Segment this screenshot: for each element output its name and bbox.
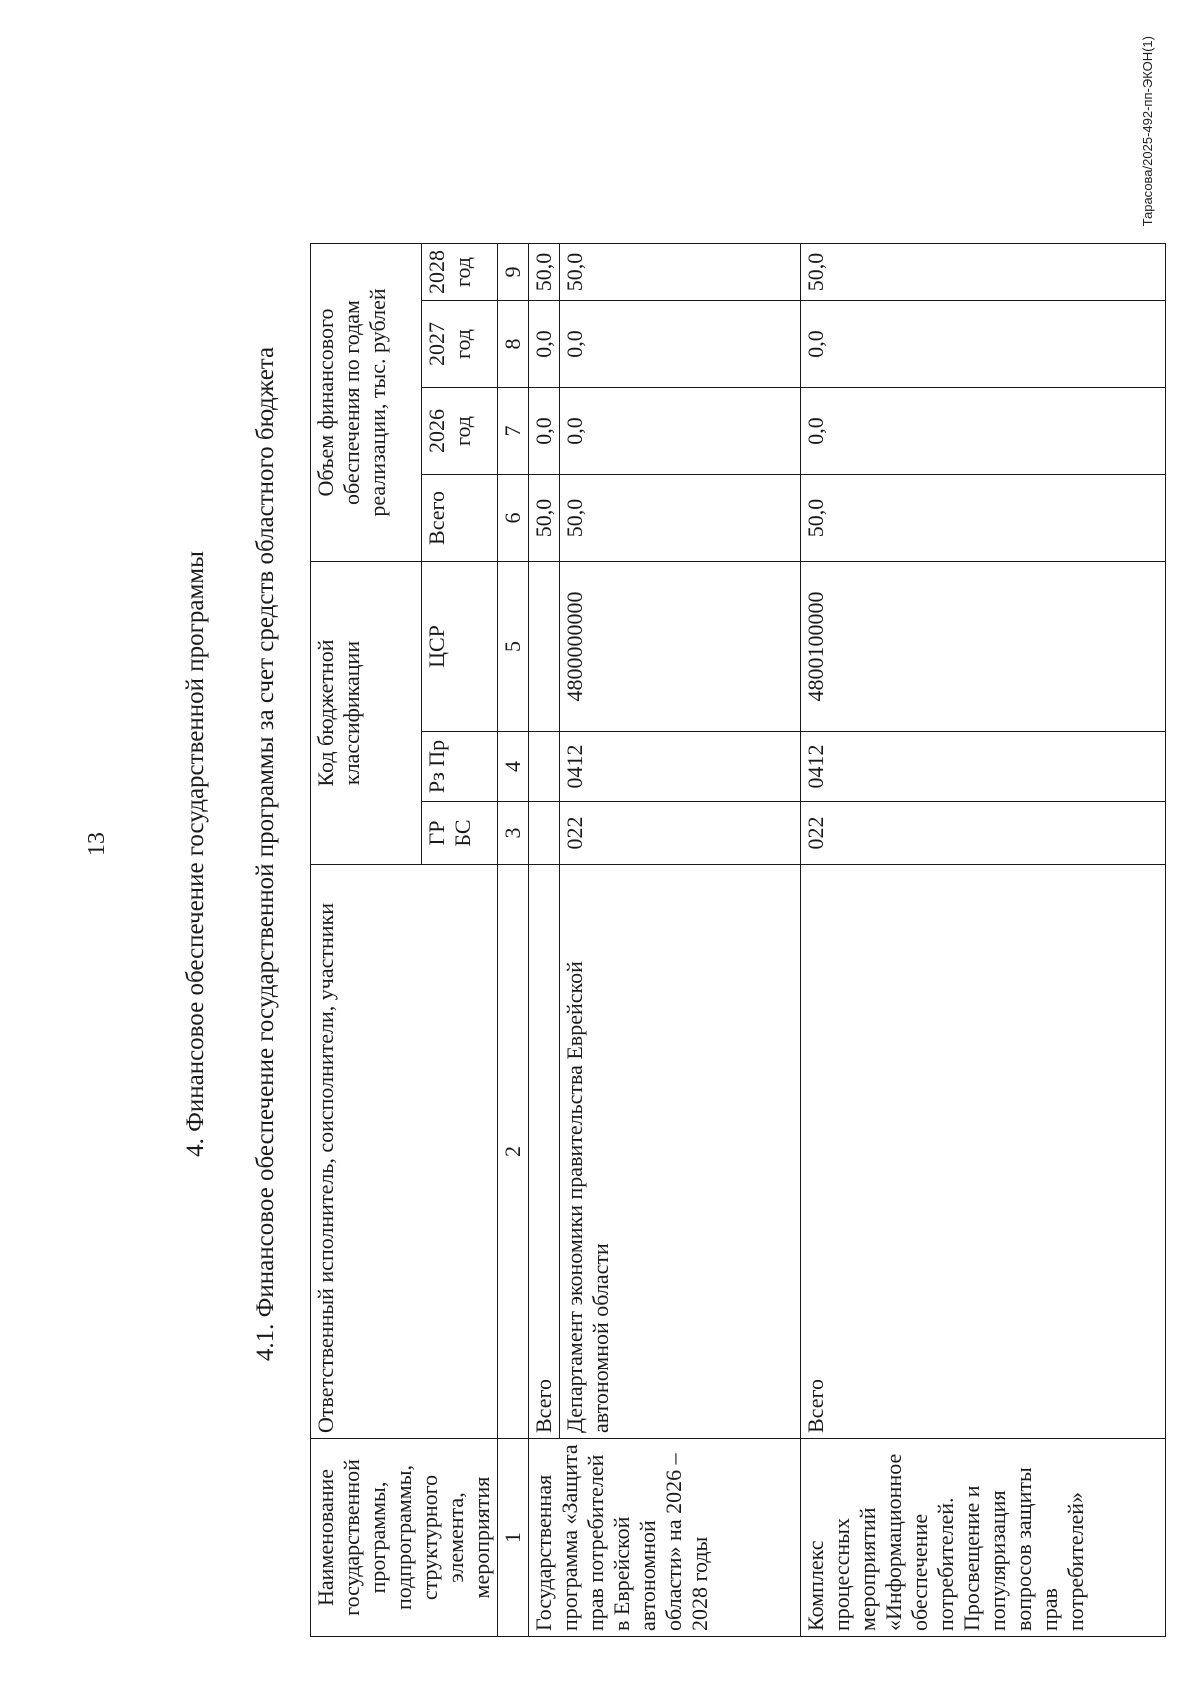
table-row [529, 244, 560, 1637]
executor-cell: Департамент экономики правительства Еврейской автономной области [560, 865, 801, 1439]
header-funding: Объем финансового обеспечения по годам реализации, тыс. рублей [311, 244, 422, 562]
total-cell: 50,0 [801, 475, 1166, 562]
column-number: 4 [498, 732, 529, 802]
executor-cell: Всего [529, 865, 560, 1439]
grbs-cell: 022 [801, 802, 1166, 865]
header-total: Всего [421, 475, 497, 562]
header-2026: 2026 год [421, 388, 497, 475]
complex-name: Комплекс процессных мероприятий «Информационное обеспечение потребителей. Просвещение и популяризация вопросов защиты прав потребителей» [801, 1439, 1166, 1637]
table-row [560, 244, 801, 1637]
footer-code: Тарасова/2025-492-пп-ЭКОН(1) [1140, 36, 1155, 227]
column-number: 7 [498, 388, 529, 475]
total-cell: 50,0 [560, 475, 801, 562]
subsection-title: 4.1. Финансовое обеспечение государственной программы за счет средств областного бюджета [252, 346, 279, 1362]
y2028-cell: 50,0 [801, 244, 1166, 301]
header-budget-code: Код бюджетной классификации [311, 562, 422, 865]
y2028-cell: 50,0 [529, 244, 560, 301]
program-name: Государственная программа «Защита прав потребителей в Еврейской автономной области» на 2026 – 2028 годы [529, 1439, 801, 1637]
column-number: 6 [498, 475, 529, 562]
total-cell: 50,0 [529, 475, 560, 562]
header-row-1 [311, 244, 422, 1637]
header-name: Наименование государственной программы, подпрограммы, структурного элемента, мероприятия [311, 1439, 498, 1637]
y2026-cell: 0,0 [560, 388, 801, 475]
grbs-cell [529, 802, 560, 865]
csr-cell: 4800100000 [801, 562, 1166, 732]
column-number: 2 [498, 865, 529, 1439]
column-number: 8 [498, 301, 529, 388]
page-number: 13 [84, 832, 110, 856]
y2026-cell: 0,0 [529, 388, 560, 475]
grbs-cell: 022 [560, 802, 801, 865]
rz-pr-cell: 0412 [560, 732, 801, 802]
header-rz-pr: Рз Пр [421, 732, 497, 802]
executor-cell: Всего [801, 865, 1166, 1439]
column-number: 3 [498, 802, 529, 865]
csr-cell [529, 562, 560, 732]
header-executor: Ответственный исполнитель, соисполнители, участники [311, 865, 498, 1439]
table-row [801, 244, 1166, 1637]
column-number: 1 [498, 1439, 529, 1637]
rz-pr-cell: 0412 [801, 732, 1166, 802]
header-grbs: ГР БС [421, 802, 497, 865]
header-csr: ЦСР [421, 562, 497, 732]
y2027-cell: 0,0 [529, 301, 560, 388]
y2027-cell: 0,0 [801, 301, 1166, 388]
csr-cell: 4800000000 [560, 562, 801, 732]
header-2027: 2027 год [421, 301, 497, 388]
rz-pr-cell [529, 732, 560, 802]
y2028-cell: 50,0 [560, 244, 801, 301]
column-numbers-row [498, 244, 529, 1637]
column-number: 9 [498, 244, 529, 301]
y2026-cell: 0,0 [801, 388, 1166, 475]
header-2028: 2028 год [421, 244, 497, 301]
section-title: 4. Финансовое обеспечение государственной программы [182, 551, 209, 1157]
budget-table [310, 243, 1166, 1637]
column-number: 5 [498, 562, 529, 732]
y2027-cell: 0,0 [560, 301, 801, 388]
